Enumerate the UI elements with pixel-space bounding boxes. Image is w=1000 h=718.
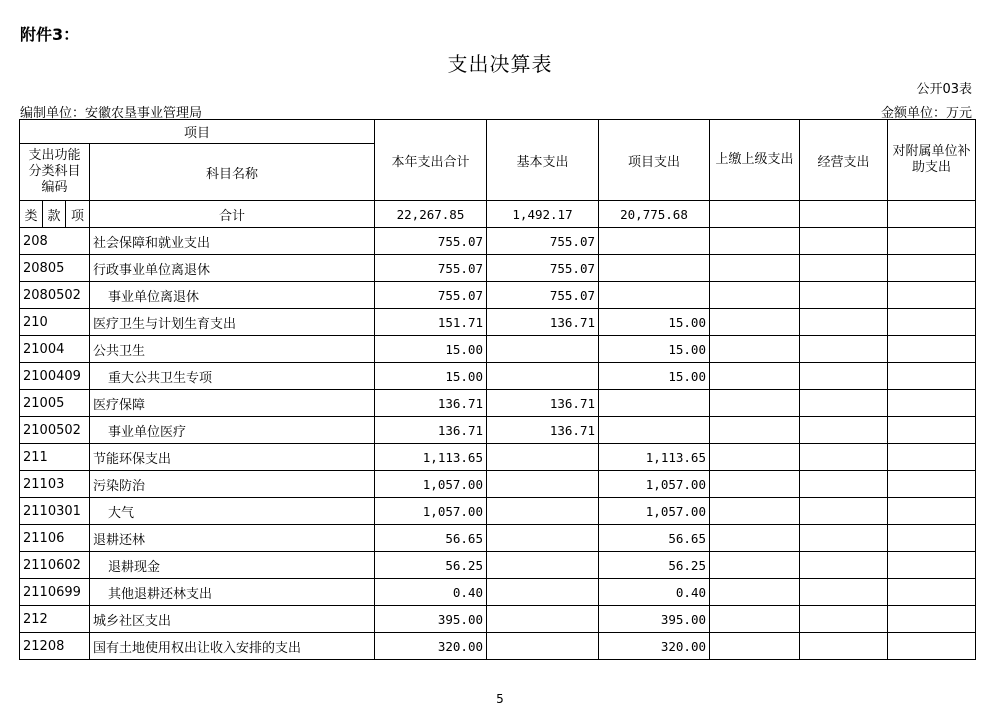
amount-cell (487, 525, 599, 552)
amount-cell: 56.65 (375, 525, 487, 552)
amount-cell (710, 525, 800, 552)
amount-cell (800, 633, 888, 660)
amount-cell: 56.25 (375, 552, 487, 579)
subject-code: 2110301 (20, 498, 90, 525)
amount-cell (487, 363, 599, 390)
subject-code: 21004 (20, 336, 90, 363)
attachment-label: 附件3： (20, 25, 80, 44)
subject-code: 21208 (20, 633, 90, 660)
amount-cell (800, 417, 888, 444)
subject-code: 210 (20, 309, 90, 336)
col-header-total: 本年支出合计 (375, 120, 487, 201)
amount-cell (800, 390, 888, 417)
subject-code: 2110602 (20, 552, 90, 579)
amount-cell: 136.71 (487, 390, 599, 417)
table-row (20, 579, 976, 606)
amount-cell (800, 471, 888, 498)
amount-cell (888, 606, 976, 633)
table-row (20, 525, 976, 552)
table-row (20, 255, 976, 282)
amount-cell (888, 255, 976, 282)
amount-cell (888, 471, 976, 498)
table-row (20, 633, 976, 660)
subject-name: 公共卫生 (90, 336, 375, 363)
amount-cell: 0.40 (375, 579, 487, 606)
total-cell (888, 201, 976, 228)
subject-name: 退耕还林 (90, 525, 375, 552)
form-number: 公开03表 (916, 82, 972, 97)
subject-code: 20805 (20, 255, 90, 282)
amount-cell: 755.07 (375, 228, 487, 255)
amount-cell (710, 309, 800, 336)
subject-code: 2110699 (20, 579, 90, 606)
amount-cell (800, 525, 888, 552)
amount-cell: 15.00 (375, 336, 487, 363)
col-header-basic: 基本支出 (487, 120, 599, 201)
table-row (20, 228, 976, 255)
kuan-header: 款 (43, 201, 66, 228)
amount-cell (487, 498, 599, 525)
amount-cell (599, 228, 710, 255)
amount-cell (800, 228, 888, 255)
amount-cell (888, 525, 976, 552)
amount-cell (710, 633, 800, 660)
amount-cell (710, 417, 800, 444)
amount-cell: 1,057.00 (599, 498, 710, 525)
code-header: 支出功能分类科目编码 (20, 144, 90, 201)
table-row (20, 606, 976, 633)
money-unit: 金额单位：万元 (880, 106, 972, 121)
amount-cell: 1,113.65 (599, 444, 710, 471)
amount-cell (710, 363, 800, 390)
amount-cell (800, 255, 888, 282)
amount-cell (710, 228, 800, 255)
amount-cell: 755.07 (375, 282, 487, 309)
amount-cell (599, 282, 710, 309)
subject-name: 事业单位医疗 (90, 417, 375, 444)
amount-cell (599, 390, 710, 417)
col-header-project: 项目支出 (599, 120, 710, 201)
amount-cell (599, 255, 710, 282)
amount-cell: 15.00 (599, 336, 710, 363)
amount-cell (888, 228, 976, 255)
table-row (20, 417, 976, 444)
subject-name: 医疗卫生与计划生育支出 (90, 309, 375, 336)
table-row (20, 363, 976, 390)
amount-cell (800, 336, 888, 363)
subject-code: 2100409 (20, 363, 90, 390)
amount-cell: 755.07 (487, 255, 599, 282)
subject-name: 社会保障和就业支出 (90, 228, 375, 255)
table-row (20, 498, 976, 525)
subject-name-header: 科目名称 (90, 144, 375, 201)
col-header-operating: 经营支出 (800, 120, 888, 201)
amount-cell (800, 606, 888, 633)
amount-cell: 395.00 (375, 606, 487, 633)
amount-cell (800, 552, 888, 579)
subject-name: 国有土地使用权出让收入安排的支出 (90, 633, 375, 660)
amount-cell: 1,057.00 (375, 471, 487, 498)
amount-cell: 0.40 (599, 579, 710, 606)
amount-cell: 1,057.00 (599, 471, 710, 498)
amount-cell: 56.25 (599, 552, 710, 579)
amount-cell: 1,057.00 (375, 498, 487, 525)
amount-cell (599, 417, 710, 444)
table-row (20, 444, 976, 471)
subject-code: 208 (20, 228, 90, 255)
subject-name: 事业单位离退休 (90, 282, 375, 309)
amount-cell (710, 444, 800, 471)
project-header: 项目 (20, 120, 375, 144)
amount-cell (487, 606, 599, 633)
amount-cell (888, 417, 976, 444)
amount-cell (710, 606, 800, 633)
amount-cell (710, 390, 800, 417)
amount-cell (487, 444, 599, 471)
table-row (20, 390, 976, 417)
table-row (20, 552, 976, 579)
amount-cell (800, 444, 888, 471)
amount-cell: 151.71 (375, 309, 487, 336)
xiang-header: 项 (66, 201, 90, 228)
amount-cell (888, 282, 976, 309)
amount-cell: 15.00 (599, 309, 710, 336)
total-cell: 1,492.17 (487, 201, 599, 228)
amount-cell (888, 336, 976, 363)
amount-cell (487, 579, 599, 606)
total-cell: 20,775.68 (599, 201, 710, 228)
col-header-subsidy: 对附属单位补助支出 (888, 120, 976, 201)
subject-name: 行政事业单位离退休 (90, 255, 375, 282)
page-number: 5 (496, 692, 504, 706)
amount-cell (888, 633, 976, 660)
amount-cell (710, 336, 800, 363)
amount-cell: 320.00 (375, 633, 487, 660)
col-header-upper: 上缴上级支出 (710, 120, 800, 201)
page-title: 支出决算表 (447, 52, 553, 76)
subject-code: 2100502 (20, 417, 90, 444)
subject-name: 大气 (90, 498, 375, 525)
subject-name: 其他退耕还林支出 (90, 579, 375, 606)
amount-cell (888, 444, 976, 471)
subject-code: 211 (20, 444, 90, 471)
amount-cell: 136.71 (487, 309, 599, 336)
subject-code: 2080502 (20, 282, 90, 309)
expenditure-table (19, 119, 976, 660)
table-row (20, 336, 976, 363)
amount-cell (487, 336, 599, 363)
total-cell (800, 201, 888, 228)
compiling-unit: 编制单位：安徽农垦事业管理局 (20, 106, 203, 121)
amount-cell: 755.07 (487, 282, 599, 309)
amount-cell (710, 579, 800, 606)
amount-cell: 15.00 (599, 363, 710, 390)
subject-name: 重大公共卫生专项 (90, 363, 375, 390)
amount-cell: 755.07 (487, 228, 599, 255)
amount-cell (710, 471, 800, 498)
subject-code: 21103 (20, 471, 90, 498)
amount-cell (710, 255, 800, 282)
subject-name: 节能环保支出 (90, 444, 375, 471)
amount-cell (888, 363, 976, 390)
amount-cell (800, 309, 888, 336)
total-label: 合计 (90, 201, 375, 228)
total-cell: 22,267.85 (375, 201, 487, 228)
amount-cell (710, 498, 800, 525)
amount-cell: 755.07 (375, 255, 487, 282)
amount-cell (888, 309, 976, 336)
amount-cell (487, 633, 599, 660)
amount-cell (888, 498, 976, 525)
amount-cell: 320.00 (599, 633, 710, 660)
subject-name: 退耕现金 (90, 552, 375, 579)
amount-cell: 136.71 (487, 417, 599, 444)
amount-cell: 1,113.65 (375, 444, 487, 471)
amount-cell: 136.71 (375, 390, 487, 417)
lei-header: 类 (20, 201, 43, 228)
table-row (20, 471, 976, 498)
amount-cell: 136.71 (375, 417, 487, 444)
amount-cell: 56.65 (599, 525, 710, 552)
subject-code: 21106 (20, 525, 90, 552)
amount-cell: 395.00 (599, 606, 710, 633)
amount-cell (888, 390, 976, 417)
amount-cell (710, 282, 800, 309)
total-cell (710, 201, 800, 228)
amount-cell (487, 552, 599, 579)
amount-cell (800, 282, 888, 309)
amount-cell (800, 498, 888, 525)
amount-cell (710, 552, 800, 579)
table-row (20, 282, 976, 309)
subject-code: 212 (20, 606, 90, 633)
amount-cell (888, 552, 976, 579)
amount-cell (800, 579, 888, 606)
subject-name: 城乡社区支出 (90, 606, 375, 633)
amount-cell (487, 471, 599, 498)
amount-cell (800, 363, 888, 390)
subject-name: 污染防治 (90, 471, 375, 498)
amount-cell (888, 579, 976, 606)
subject-name: 医疗保障 (90, 390, 375, 417)
subject-code: 21005 (20, 390, 90, 417)
amount-cell: 15.00 (375, 363, 487, 390)
table-row (20, 309, 976, 336)
